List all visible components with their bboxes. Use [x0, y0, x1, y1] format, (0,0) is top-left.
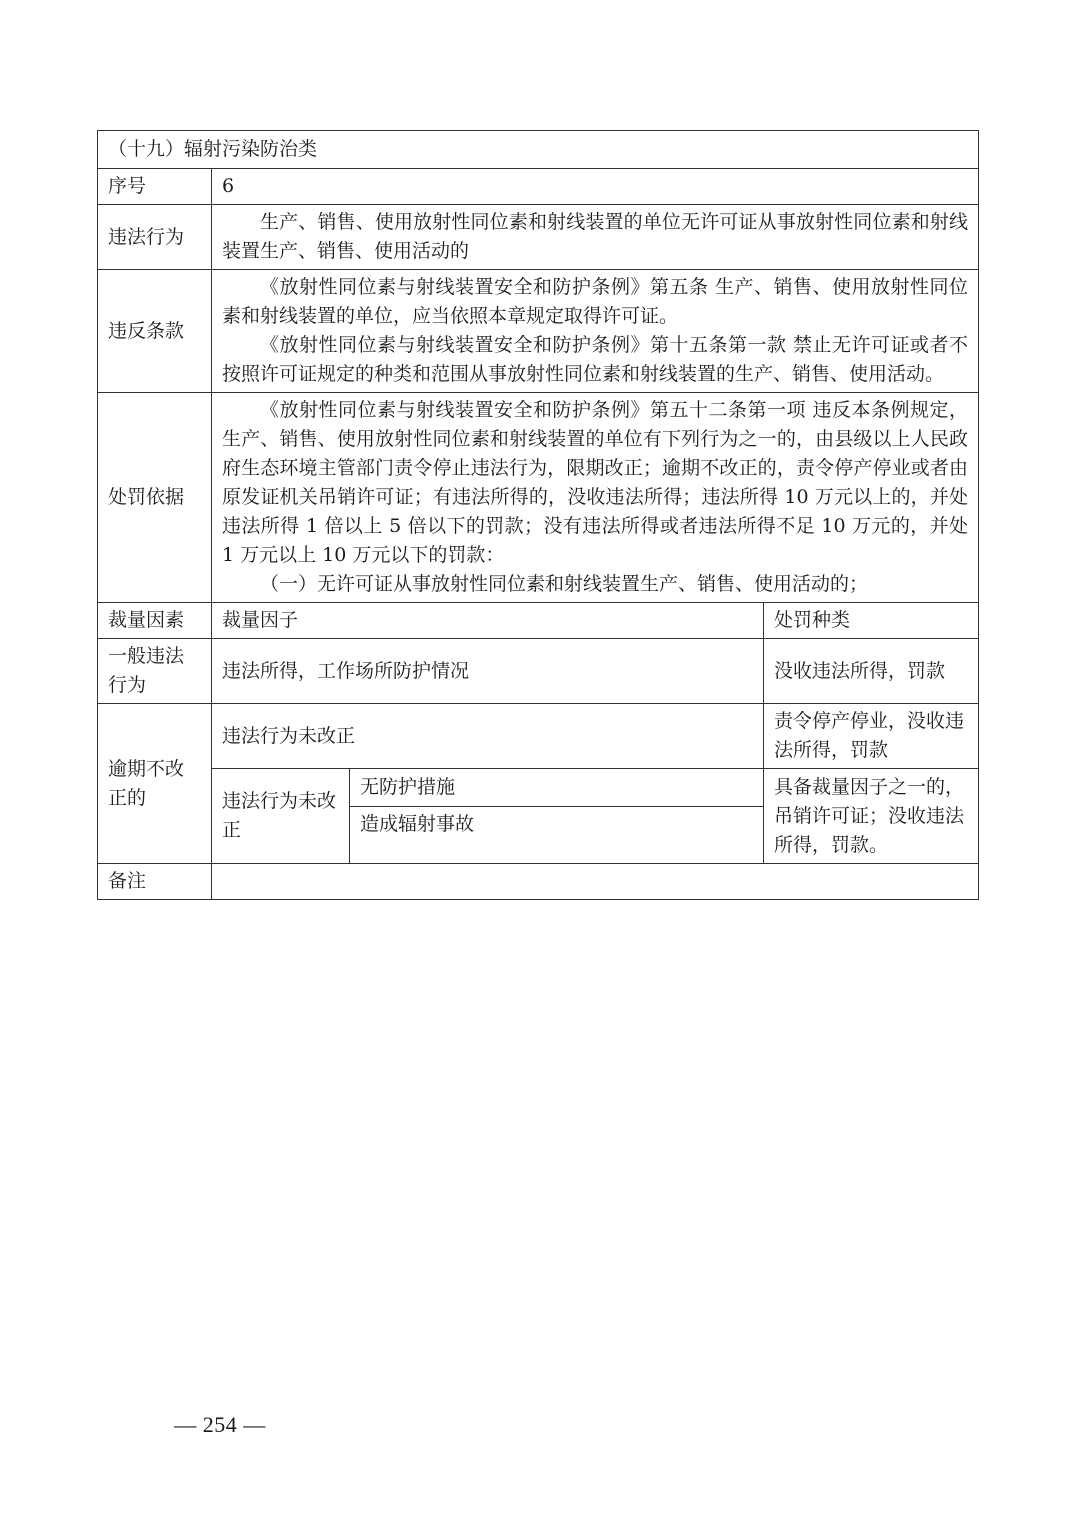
general-penalty: 没收违法所得，罚款: [764, 639, 979, 704]
general-label: 一般违法行为: [98, 639, 212, 704]
discretion-header-row: [98, 603, 979, 639]
penalty-basis-label: 处罚依据: [98, 393, 212, 603]
discretion-factor-header: 裁量因子: [212, 603, 764, 639]
serial-label: 序号: [98, 169, 212, 205]
overdue-sub-factor: 造成辐射事故: [350, 807, 764, 864]
violated-clauses-label: 违反条款: [98, 270, 212, 393]
violation-cell: [212, 205, 979, 270]
penalty-type-header: 处罚种类: [764, 603, 979, 639]
section-title: （十九）辐射污染防治类: [98, 131, 979, 169]
overdue-row-1: [98, 704, 979, 769]
penalty-basis-paragraph: 《放射性同位素与射线装置安全和防护条例》第五十二条第一项 违反本条例规定，生产、销售、使用放射性同位素和射线装置的单位有下列行为之一的，由县级以上人民政府生态环境主管部门责令停止违法行为，限期改正；逾期不改正的，责令停产停业或者由原发证机关吊销许可证；有违法所得的，没收违法所得；违法所得 10 万元以上的，并处违法所得 1 倍以上 5 倍以下的罚款；没有违法所得或者违法所得不足 10 万元的，并处 1 万元以上 10 万元以下的罚款：: [222, 399, 969, 566]
remarks-value: [212, 864, 979, 900]
discretion-header-label: 裁量因素: [98, 603, 212, 639]
penalty-basis-item: （一）无许可证从事放射性同位素和射线装置生产、销售、使用活动的；: [260, 573, 869, 595]
discretion-table: [97, 130, 979, 900]
violated-clauses-cell: [212, 270, 979, 393]
overdue-row-2: [98, 769, 979, 807]
overdue-factor-1: 违法行为未改正: [212, 704, 764, 769]
remarks-row: [98, 864, 979, 900]
remarks-label: 备注: [98, 864, 212, 900]
serial-row: [98, 169, 979, 205]
section-title-row: [98, 131, 979, 169]
overdue-factor-2: 违法行为未改正: [212, 769, 350, 864]
general-factor: 违法所得，工作场所防护情况: [212, 639, 764, 704]
violation-label: 违法行为: [98, 205, 212, 270]
violation-row: [98, 205, 979, 270]
clause-paragraph: 《放射性同位素与射线装置安全和防护条例》第五条 生产、销售、使用放射性同位素和射线装置的单位，应当依照本章规定取得许可证。: [222, 276, 969, 327]
overdue-penalty-1: 责令停产停业，没收违法所得，罚款: [764, 704, 979, 769]
overdue-sub-factor: 无防护措施: [350, 769, 764, 807]
penalty-basis-row: [98, 393, 979, 603]
violation-text: 生产、销售、使用放射性同位素和射线装置的单位无许可证从事放射性同位素和射线装置生产、销售、使用活动的: [222, 211, 969, 262]
penalty-basis-cell: [212, 393, 979, 603]
violated-clauses-row: [98, 270, 979, 393]
overdue-label: 逾期不改正的: [98, 704, 212, 864]
overdue-penalty-2: 具备裁量因子之一的，吊销许可证；没收违法所得，罚款。: [764, 769, 979, 864]
page-number: — 254 —: [174, 1412, 266, 1437]
serial-value: 6: [212, 169, 979, 205]
clause-paragraph: 《放射性同位素与射线装置安全和防护条例》第十五条第一款 禁止无许可证或者不按照许可证规定的种类和范围从事放射性同位素和射线装置的生产、销售、使用活动。: [222, 334, 969, 385]
general-row: [98, 639, 979, 704]
